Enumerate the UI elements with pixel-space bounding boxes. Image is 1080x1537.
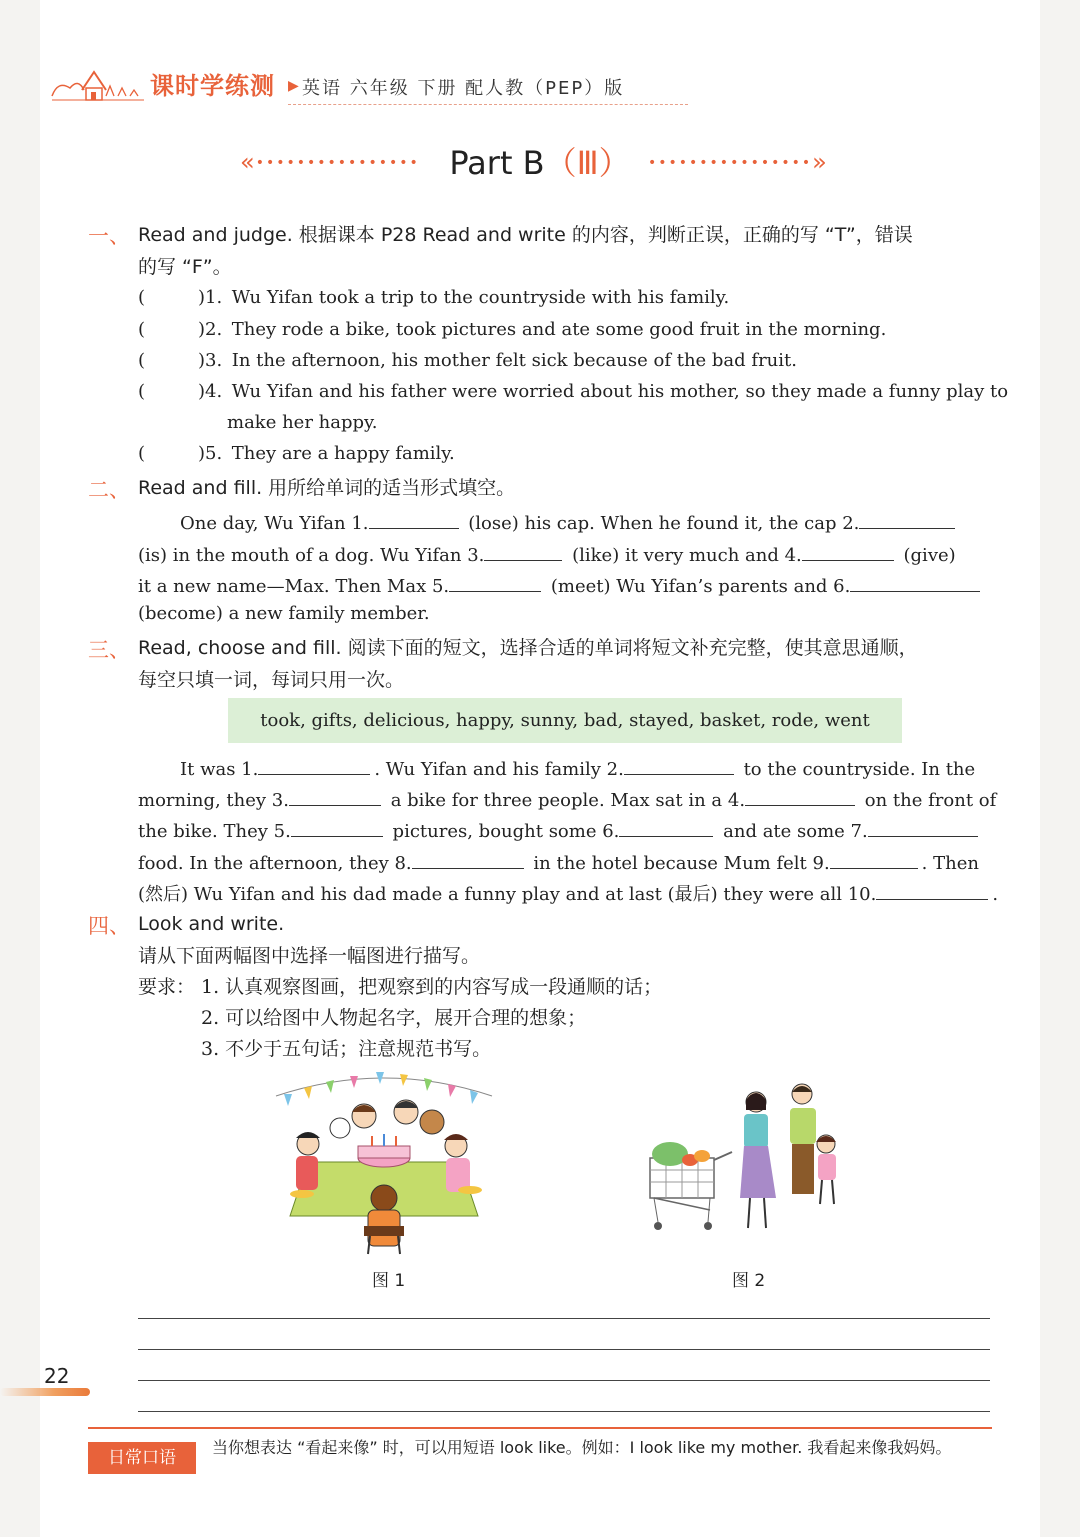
section-1-heading-line2: 的写 “F”。 bbox=[138, 256, 232, 278]
answer-paren[interactable]: ( bbox=[138, 319, 146, 340]
section-3-number: 三、 bbox=[88, 638, 130, 662]
section-1-heading bbox=[138, 219, 994, 283]
section-4-number: 四、 bbox=[88, 914, 130, 938]
fill-text: (is) in the mouth of a dog. Wu Yifan 3. bbox=[138, 545, 485, 566]
writing-line[interactable] bbox=[138, 1349, 990, 1350]
passage-text: It was 1. bbox=[180, 759, 259, 780]
judge-item-4-continued: make her happy. bbox=[227, 412, 378, 433]
footer-divider bbox=[88, 1427, 992, 1429]
word-bank: took, gifts, delicious, happy, sunny, bad, stayed, basket, rode, went bbox=[228, 698, 902, 743]
fill-text: (give) bbox=[903, 545, 956, 566]
requirement-1: 1. 认真观察图画，把观察到的内容写成一段通顺的话； bbox=[201, 976, 663, 998]
writing-line[interactable] bbox=[138, 1318, 990, 1319]
passage-text: in the hotel because Mum felt 9. bbox=[533, 853, 830, 874]
passage-text: morning, they 3. bbox=[138, 790, 289, 811]
item-text: They are a happy family. bbox=[231, 443, 455, 464]
section-3-heading bbox=[138, 632, 994, 696]
item-text: Wu Yifan and his father were worried about his mother, so they made a funny play to bbox=[231, 381, 1009, 402]
judge-item-5 bbox=[138, 442, 990, 466]
passage-text: . Wu Yifan and his family 2. bbox=[374, 759, 624, 780]
fill-line-2 bbox=[138, 540, 990, 568]
family-shopping-illustration bbox=[640, 1080, 860, 1240]
item-number: )4. bbox=[198, 381, 223, 402]
passage-text: a bike for three people. Max sat in a 4. bbox=[390, 790, 746, 811]
blank-1[interactable] bbox=[369, 508, 459, 529]
item-number: )5. bbox=[198, 443, 223, 464]
fill-text: (meet) Wu Yifan’s parents and 6. bbox=[550, 576, 851, 597]
answer-paren[interactable]: ( bbox=[138, 381, 146, 402]
blank-6[interactable] bbox=[850, 571, 980, 592]
arrow-icon: ▶ bbox=[288, 78, 299, 94]
birthday-party-illustration bbox=[272, 1066, 496, 1258]
item-number: )1. bbox=[198, 287, 223, 308]
judge-item-3 bbox=[138, 349, 990, 373]
blank-5[interactable] bbox=[291, 816, 383, 837]
passage-text: . Then bbox=[921, 853, 979, 874]
passage-text: on the front of bbox=[864, 790, 997, 811]
part-title bbox=[0, 138, 1080, 184]
house-logo-icon bbox=[48, 60, 148, 104]
writing-line[interactable] bbox=[138, 1380, 990, 1381]
judge-item-2 bbox=[138, 318, 990, 342]
passage-text: food. In the afternoon, they 8. bbox=[138, 853, 412, 874]
section-3-heading-line1: Read, choose and fill. 阅读下面的短文，选择合适的单词将短文补充完整，使其意思通顺， bbox=[138, 637, 918, 659]
section-1-heading-line1: Read and judge. 根据课本 P28 Read and write 的内容，判断正误，正确的写 “T”，错误 bbox=[138, 224, 913, 246]
blank-3[interactable] bbox=[289, 785, 381, 806]
item-text: In the afternoon, his mother felt sick because of the bad fruit. bbox=[231, 350, 797, 371]
answer-paren[interactable]: ( bbox=[138, 287, 146, 308]
judge-item-1 bbox=[138, 286, 990, 310]
left-chevron-icon: «•••••••••••••••• bbox=[240, 148, 420, 176]
blank-8[interactable] bbox=[412, 848, 524, 869]
tip-badge: 日常口语 bbox=[88, 1442, 196, 1474]
write-intro: 请从下面两幅图中选择一幅图进行描写。 bbox=[138, 945, 481, 967]
requirement-label: 要求： bbox=[138, 976, 196, 998]
writing-line[interactable] bbox=[138, 1411, 990, 1412]
passage-text: the bike. They 5. bbox=[138, 821, 291, 842]
blank-5[interactable] bbox=[449, 571, 541, 592]
answer-paren[interactable]: ( bbox=[138, 350, 146, 371]
blank-9[interactable] bbox=[830, 848, 918, 869]
fill-text: One day, Wu Yifan 1. bbox=[180, 513, 369, 534]
brand-title: 课时学练测 bbox=[150, 72, 275, 100]
section-4-heading: Look and write. bbox=[138, 913, 285, 935]
requirement-2: 2. 可以给图中人物起名字，展开合理的想象； bbox=[201, 1007, 587, 1029]
section-3-heading-line2: 每空只填一词，每词只用一次。 bbox=[138, 669, 405, 691]
passage-line-5 bbox=[138, 879, 999, 907]
section-1-number: 一、 bbox=[88, 224, 130, 248]
requirement-3: 3. 不少于五句话；注意规范书写。 bbox=[201, 1038, 492, 1060]
passage-text: pictures, bought some 6. bbox=[392, 821, 620, 842]
passage-text: (然后) Wu Yifan and his dad made a funny play and at last (最后) they were all 10. bbox=[138, 884, 877, 905]
passage-line-4 bbox=[138, 848, 990, 876]
fill-text: (lose) his cap. When he found it, the cap 2. bbox=[468, 513, 860, 534]
picture-2-caption: 图 2 bbox=[732, 1271, 766, 1291]
passage-line-3 bbox=[138, 816, 990, 844]
part-title-paren: （Ⅲ） bbox=[544, 144, 631, 182]
book-header bbox=[48, 60, 688, 108]
answer-paren[interactable]: ( bbox=[138, 443, 146, 464]
fill-text: (like) it very much and 4. bbox=[572, 545, 802, 566]
fill-line-3 bbox=[138, 571, 990, 599]
passage-line-2 bbox=[138, 785, 997, 813]
passage-text: to the countryside. In the bbox=[743, 759, 976, 780]
item-number: )3. bbox=[198, 350, 223, 371]
blank-4[interactable] bbox=[745, 785, 855, 806]
judge-item-4 bbox=[138, 380, 1009, 404]
header-divider bbox=[288, 104, 688, 105]
passage-line-1 bbox=[180, 754, 990, 782]
section-2-heading: Read and fill. 用所给单词的适当形式填空。 bbox=[138, 477, 516, 499]
blank-2[interactable] bbox=[624, 754, 734, 775]
item-number: )2. bbox=[198, 319, 223, 340]
item-text: They rode a bike, took pictures and ate some good fruit in the morning. bbox=[231, 319, 887, 340]
blank-1[interactable] bbox=[258, 754, 370, 775]
part-title-main: Part B bbox=[449, 144, 545, 182]
page-number-bar bbox=[0, 1388, 90, 1396]
book-subtitle: 英语 六年级 下册 配人教（PEP）版 bbox=[302, 78, 625, 99]
section-2-number: 二、 bbox=[88, 478, 130, 502]
right-chevron-icon: ••••••••••••••••» bbox=[648, 148, 828, 176]
blank-10[interactable] bbox=[876, 879, 988, 900]
blank-3[interactable] bbox=[484, 540, 562, 561]
picture-1-caption: 图 1 bbox=[372, 1271, 406, 1291]
fill-line-1 bbox=[180, 508, 990, 536]
fill-line-4: (become) a new family member. bbox=[138, 603, 430, 624]
blank-2[interactable] bbox=[859, 508, 955, 529]
passage-text: and ate some 7. bbox=[723, 821, 868, 842]
page-number: 22 bbox=[44, 1364, 70, 1388]
blank-6[interactable] bbox=[619, 816, 713, 837]
blank-4[interactable] bbox=[802, 540, 894, 561]
passage-text: . bbox=[992, 884, 999, 905]
tip-text: 当你想表达 “看起来像” 时，可以用短语 look like。例如：I look like my mother. 我看起来像我妈妈。 bbox=[212, 1438, 952, 1457]
blank-7[interactable] bbox=[868, 816, 978, 837]
item-text: Wu Yifan took a trip to the countryside with his family. bbox=[231, 287, 730, 308]
fill-text: it a new name—Max. Then Max 5. bbox=[138, 576, 450, 597]
